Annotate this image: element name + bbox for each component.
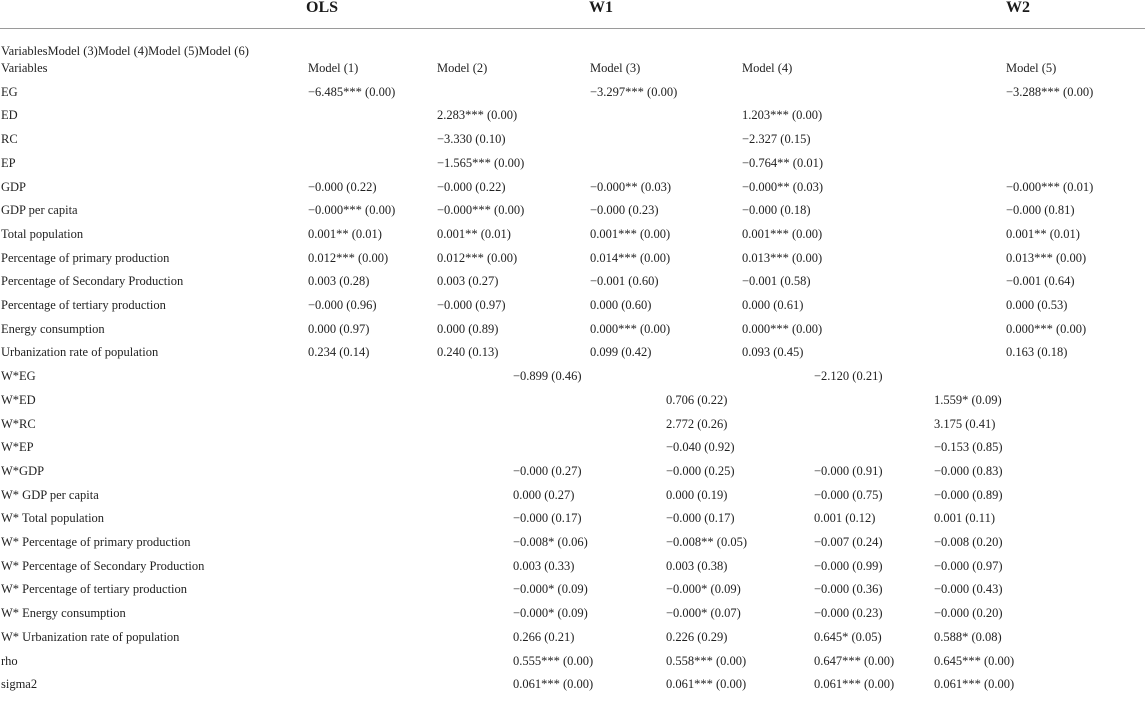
table-cell: −0.000* (0.09)	[513, 582, 588, 597]
table-cell: −0.000** (0.03)	[742, 179, 823, 194]
table-cell: Model (2)	[437, 61, 488, 75]
table-cell: 0.000 (0.19)	[666, 487, 728, 502]
table-cell: Model (5)	[1006, 61, 1057, 75]
table-cell: Model (3)	[590, 61, 641, 75]
table-cell: 0.000 (0.27)	[513, 487, 575, 502]
table-cell: 0.706 (0.22)	[666, 392, 728, 407]
row-label: W* Percentage of primary production	[1, 535, 191, 549]
table-cell: 0.012*** (0.00)	[308, 250, 389, 265]
table-cell: 0.003 (0.27)	[437, 274, 499, 289]
table-cell: 0.558*** (0.00)	[666, 653, 747, 668]
table-cell: 0.000*** (0.00)	[1006, 321, 1087, 336]
table-cell: 2.772 (0.26)	[666, 416, 728, 431]
table-cell: 0.001*** (0.00)	[590, 226, 671, 241]
table-cell: −0.008 (0.20)	[934, 535, 1003, 549]
table-cell: −0.000* (0.07)	[666, 606, 741, 621]
table-cell: −0.000 (0.89)	[934, 487, 1003, 502]
table-cell: 0.099 (0.42)	[590, 345, 652, 360]
table-cell: −0.000** (0.03)	[590, 179, 671, 194]
table-cell: 0.000 (0.89)	[437, 321, 499, 336]
table-cell: −0.000 (0.96)	[308, 298, 377, 312]
table-cell: 0.000*** (0.00)	[590, 321, 671, 336]
row-label: Percentage of tertiary production	[1, 298, 166, 312]
row-label: rho	[1, 653, 18, 668]
table-cell: −0.000 (0.17)	[513, 511, 582, 526]
table-cell: 0.555*** (0.00)	[513, 653, 594, 668]
table-cell: 0.000 (0.53)	[1006, 298, 1068, 312]
row-label: W* Percentage of tertiary production	[1, 582, 188, 597]
row-label: Percentage of Secondary Production	[1, 274, 184, 289]
table-cell: 0.000 (0.97)	[308, 321, 370, 336]
table-cell: −0.000 (0.97)	[437, 298, 506, 312]
row-label: Variables	[1, 61, 48, 75]
table-cell: 0.003 (0.33)	[513, 558, 575, 573]
table-cell: 1.203*** (0.00)	[742, 108, 823, 123]
table-cell: −0.000* (0.09)	[666, 582, 741, 597]
table-cell: −0.153 (0.85)	[934, 440, 1003, 455]
row-label: W*EP	[1, 440, 34, 455]
table-cell: 0.003 (0.38)	[666, 558, 728, 573]
table-cell: −0.000 (0.23)	[814, 606, 883, 621]
table-cell: 0.226 (0.29)	[666, 629, 728, 644]
table-cell: −1.565*** (0.00)	[437, 155, 525, 170]
row-label: EP	[1, 155, 16, 170]
row-label: GDP per capita	[1, 203, 78, 218]
table-cell: −0.001 (0.60)	[590, 274, 659, 289]
table-cell: −0.899 (0.46)	[513, 369, 582, 384]
row-label: W*EG	[1, 369, 36, 384]
table-cell: −3.297*** (0.00)	[590, 84, 678, 99]
table-cell: −0.040 (0.92)	[666, 440, 735, 455]
table-cell: −0.764** (0.01)	[742, 155, 823, 170]
table-cell: 0.001** (0.01)	[437, 226, 511, 241]
table-cell: 0.001** (0.01)	[308, 226, 382, 241]
table-cell: −0.000 (0.99)	[814, 558, 883, 573]
row-label: Percentage of primary production	[1, 250, 170, 265]
row-label: W*GDP	[1, 463, 45, 478]
table-cell: 0.013*** (0.00)	[742, 250, 823, 265]
table-cell: 0.588* (0.08)	[934, 629, 1002, 644]
row-label: W*RC	[1, 416, 36, 431]
table-cell: 0.061*** (0.00)	[814, 677, 895, 692]
table-cell: −0.000*** (0.01)	[1006, 179, 1094, 194]
merged-caption: VariablesModel (3)Model (4)Model (5)Model (6)	[1, 44, 249, 58]
table-cell: −0.000 (0.83)	[934, 463, 1003, 478]
table-cell: 0.001 (0.12)	[814, 511, 876, 526]
table-cell: 0.234 (0.14)	[308, 345, 370, 360]
table-cell: −0.000 (0.22)	[437, 179, 506, 194]
table-cell: −0.001 (0.64)	[1006, 274, 1075, 289]
table-cell: −0.008* (0.06)	[513, 535, 588, 549]
table-cell: −0.000 (0.23)	[590, 203, 659, 218]
table-cell: −0.000 (0.20)	[934, 606, 1003, 621]
row-label: sigma2	[1, 677, 38, 692]
table-cell: 1.559* (0.09)	[934, 392, 1002, 407]
table-cell: 3.175 (0.41)	[934, 416, 996, 431]
table-cell: −0.000 (0.17)	[666, 511, 735, 526]
table-cell: 0.647*** (0.00)	[814, 653, 895, 668]
table-cell: −0.000 (0.81)	[1006, 203, 1075, 218]
table-cell: −2.120 (0.21)	[814, 369, 883, 384]
table-cell: 0.645* (0.05)	[814, 629, 882, 644]
table-cell: −0.000 (0.43)	[934, 582, 1003, 597]
header-w1: W1	[589, 0, 613, 16]
table-cell: −0.000*** (0.00)	[437, 203, 525, 218]
table-cell: 0.003 (0.28)	[308, 274, 370, 289]
table-cell: −0.008** (0.05)	[666, 535, 747, 549]
table-cell: −2.327 (0.15)	[742, 132, 811, 147]
table-cell: 0.013*** (0.00)	[1006, 250, 1087, 265]
row-label: W* Total population	[1, 511, 105, 526]
table-cell: −0.000*** (0.00)	[308, 203, 396, 218]
table-cell: −3.288*** (0.00)	[1006, 84, 1094, 99]
row-label: W*ED	[1, 392, 36, 407]
table-cell: −0.000 (0.18)	[742, 203, 811, 218]
table-cell: −0.000 (0.36)	[814, 582, 883, 597]
table-cell: −0.000 (0.91)	[814, 463, 883, 478]
table-cell: −3.330 (0.10)	[437, 132, 506, 147]
table-cell: −0.000 (0.27)	[513, 463, 582, 478]
row-label: GDP	[1, 179, 27, 194]
row-label: W* GDP per capita	[1, 487, 99, 502]
table-cell: 0.000 (0.60)	[590, 298, 652, 312]
row-label: Urbanization rate of population	[1, 345, 159, 360]
row-label: RC	[1, 132, 18, 147]
table-cell: −0.007 (0.24)	[814, 535, 883, 549]
header-rule	[0, 28, 1145, 29]
row-label: Total population	[1, 226, 84, 241]
table-cell: −0.000 (0.97)	[934, 558, 1003, 573]
table-cell: −0.001 (0.58)	[742, 274, 811, 289]
table-cell: −0.000 (0.22)	[308, 179, 377, 194]
row-label: W* Urbanization rate of population	[1, 629, 180, 644]
table-cell: 0.000 (0.61)	[742, 298, 804, 312]
table-cell: 0.240 (0.13)	[437, 345, 499, 360]
table-cell: 0.061*** (0.00)	[666, 677, 747, 692]
row-label: EG	[1, 84, 18, 99]
header-w2: W2	[1006, 0, 1030, 16]
table-cell: 0.061*** (0.00)	[934, 677, 1015, 692]
table-cell: 0.000*** (0.00)	[742, 321, 823, 336]
table-cell: 0.001 (0.11)	[934, 511, 995, 526]
table-cell: Model (4)	[742, 61, 793, 75]
row-label: W* Energy consumption	[1, 606, 126, 621]
table-cell: 0.093 (0.45)	[742, 345, 804, 360]
header-ols: OLS	[306, 0, 339, 16]
table-cell: Model (1)	[308, 61, 359, 75]
table-cell: −6.485*** (0.00)	[308, 84, 396, 99]
table-cell: 0.645*** (0.00)	[934, 653, 1015, 668]
row-label: Energy consumption	[1, 321, 105, 336]
row-label: W* Percentage of Secondary Production	[1, 558, 205, 573]
table-cell: 0.014*** (0.00)	[590, 250, 671, 265]
table-cell: 0.012*** (0.00)	[437, 250, 518, 265]
table-cell: 0.163 (0.18)	[1006, 345, 1068, 360]
table-cell: 2.283*** (0.00)	[437, 108, 518, 123]
table-cell: 0.001*** (0.00)	[742, 226, 823, 241]
table-cell: −0.000* (0.09)	[513, 606, 588, 621]
table-cell: −0.000 (0.75)	[814, 487, 883, 502]
table-cell: −0.000 (0.25)	[666, 463, 735, 478]
row-label: ED	[1, 108, 18, 123]
table-cell: 0.001** (0.01)	[1006, 226, 1080, 241]
table-cell: 0.266 (0.21)	[513, 629, 575, 644]
table-cell: 0.061*** (0.00)	[513, 677, 594, 692]
